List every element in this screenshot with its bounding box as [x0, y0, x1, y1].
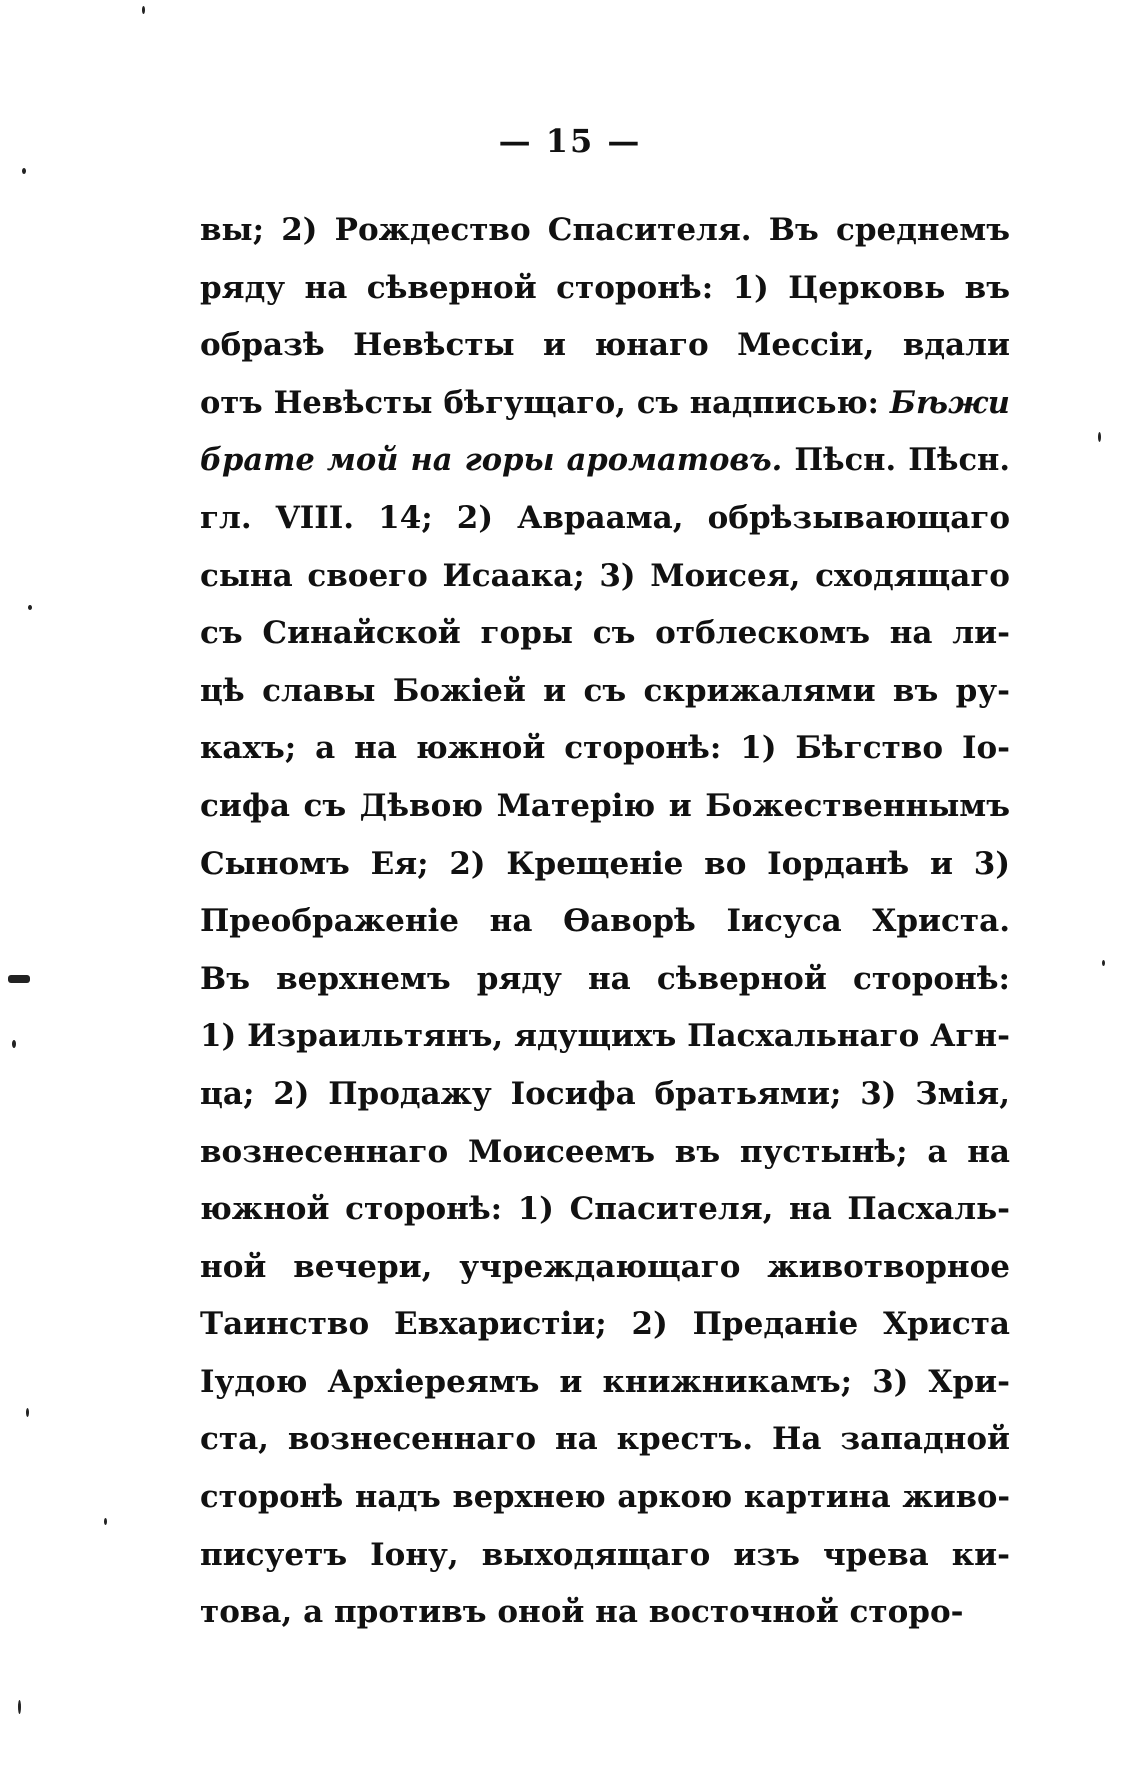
text-line-18: южной сторонѣ: 1) Спасителя, на Пасхаль-	[200, 1191, 1010, 1228]
text-line-15: 1) Израильтянъ, ядущихъ Пасхальнаго Агн-	[200, 1018, 1010, 1055]
text-line-9: цѣ славы Божіей и съ скрижалями въ ру-	[200, 672, 1010, 709]
scan-speck	[142, 6, 145, 14]
text-line-23: сторонѣ надъ верхнею аркою картина живо-	[200, 1479, 1010, 1516]
text-line-17: вознесеннаго Моисеемъ въ пустынѣ; а на	[200, 1133, 1010, 1170]
text-line-25: това, а противъ оной на восточной сторо-	[200, 1594, 964, 1631]
text-line-6: гл. VIII. 14; 2) Авраама, обрѣзывающаго	[200, 499, 1010, 536]
scan-speck	[28, 605, 32, 610]
text-line-5: брате мой на горы ароматовъ. Пѣсн. Пѣсн.	[200, 442, 1010, 479]
scan-speck	[104, 1518, 107, 1525]
scan-speck	[8, 975, 30, 983]
text-line-20: Таинство Евхаристіи; 2) Преданіе Христа	[200, 1306, 1010, 1343]
text-line-7: сына своего Исаака; 3) Моисея, сходящаго	[200, 557, 1010, 594]
page-number: — 15 —	[498, 122, 642, 160]
text-line-21: Іудою Архіереямъ и книжникамъ; 3) Хри-	[200, 1363, 1010, 1400]
text-line-1: вы; 2) Рождество Спасителя. Въ среднемъ	[200, 212, 1010, 248]
text-line-14: Въ верхнемъ ряду на сѣверной сторонѣ:	[200, 960, 1010, 997]
text-line-11: сифа съ Дѣвою Матерію и Божественнымъ	[200, 787, 1010, 824]
text-line-10: кахъ; а на южной сторонѣ: 1) Бѣгство Іо-	[200, 730, 1010, 767]
scan-speck	[26, 1408, 29, 1417]
text-line-3: образѣ Невѣсты и юнаго Мессіи, вдали	[200, 327, 1010, 364]
scan-speck	[1098, 432, 1101, 442]
scan-speck	[1102, 960, 1105, 966]
text-line-16: ца; 2) Продажу Іосифа братьями; 3) Змія,	[200, 1075, 1010, 1112]
scan-speck	[12, 1040, 16, 1048]
text-line-24: писуетъ Іону, выходящаго изъ чрева ки-	[200, 1536, 1010, 1573]
scan-speck	[22, 168, 26, 174]
text-line-2: ряду на сѣверной сторонѣ: 1) Церковь въ	[200, 269, 1010, 306]
text-line-8: съ Синайской горы съ отблескомъ на ли-	[200, 615, 1010, 652]
text-line-19: ной вечери, учреждающаго животворное	[200, 1248, 1010, 1285]
scan-speck	[18, 1700, 21, 1714]
text-line-22: ста, вознесеннаго на крестъ. На западной	[200, 1421, 1010, 1458]
text-line-12: Сыномъ Ея; 2) Крещеніе во Іорданѣ и 3)	[200, 845, 1010, 882]
body-text	[200, 202, 1010, 1642]
text-line-13: Преображеніе на Ѳаворѣ Іисуса Христа.	[200, 903, 1010, 940]
text-line-4: отъ Невѣсты бѣгущаго, съ надписью: Бѣжи	[200, 384, 1010, 421]
